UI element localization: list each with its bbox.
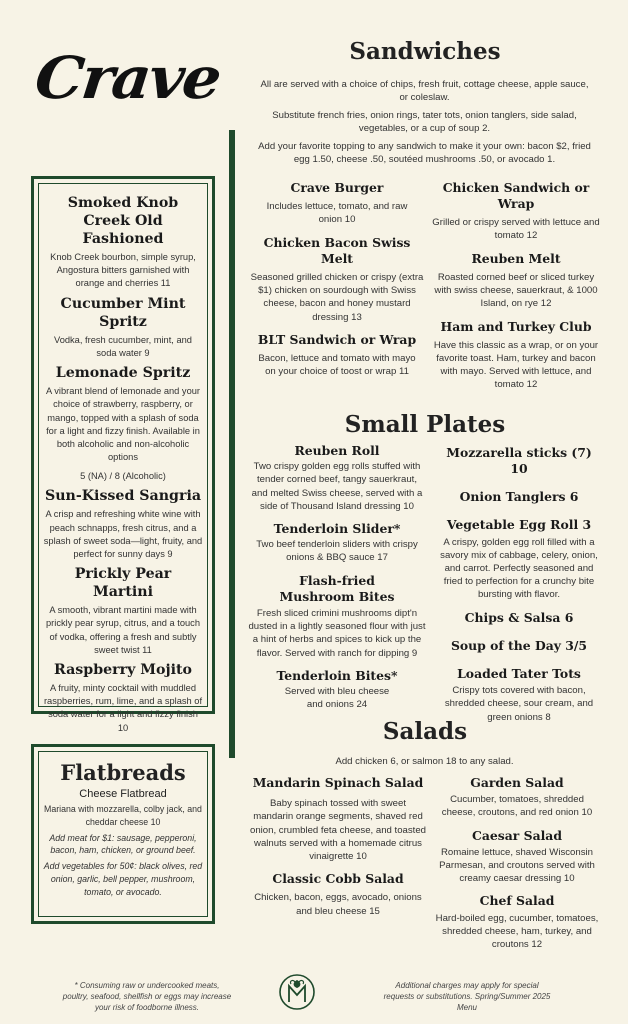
item-desc: Bacon, lettuce and tomato with mayo on your choice of toost or wrap 11 — [258, 352, 416, 378]
menu-item — [436, 517, 602, 601]
menu-item — [436, 610, 602, 626]
item-name: Tenderloin Slider* — [273, 521, 401, 537]
salads-right-col — [432, 775, 602, 959]
item-desc: Crispy tots covered with bacon, shredded cheese, sour cream, and green onions 8 — [444, 685, 594, 723]
drink-desc: A vibrant blend of lemonade and your choice of strawberry, raspberry, or mango, topped with a splash of soda for a light and fizzy finish. Available in both alcoholic and non-alcoholic options — [45, 386, 201, 463]
small-plates-heading: Small Plates — [344, 411, 506, 438]
drink-desc: A crisp and refreshing white wine with peach schnapps, fresh citrus, and a splash of sweet soda—light, fruity, and perfect for sunny days 9 — [43, 509, 203, 560]
item-desc: Romaine lettuce, shaved Wisconsin Parmesan, and croutons served with creamy caesar dressing 10 — [439, 846, 595, 885]
item-name: Chicken Bacon Swiss Melt — [263, 234, 411, 266]
menu-item — [436, 638, 602, 654]
menu-item — [248, 443, 426, 513]
drink-desc: A smooth, vibrant martini made with prickly pear syrup, citrus, and a touch of vodka, offering a fresh and subtly sweet twist 11 — [46, 605, 200, 655]
drink-item — [43, 194, 203, 291]
item-desc: Hard-boiled egg, cucumber, tomatoes, shredded cheese, ham, turkey, and croutons 12 — [435, 912, 599, 951]
item-desc: Chicken, bacon, eggs, avocado, onions and bleu cheese 15 — [254, 892, 422, 917]
drink-name: Sun-Kissed Sangria — [44, 488, 202, 505]
sandwiches-intro-1: All are served with a choice of chips, fresh fruit, cottage cheese, apple sauce, or coleslaw. — [260, 79, 589, 104]
salads-left-col — [250, 775, 426, 926]
item-desc: Includes lettuce, tomato, and raw onion 10 — [266, 201, 408, 226]
item-desc: Two crispy golden egg rolls stuffed with tender corned beef, tangy sauerkraut, and melted Swiss cheese, served with a side of Thousand Island dressing 10 — [251, 461, 423, 512]
menu-item — [248, 573, 426, 660]
item-name: Flash-fried Mushroom Bites — [279, 572, 395, 604]
item-name: Caesar Salad — [472, 827, 562, 843]
item-name: Chips & Salsa 6 — [464, 609, 574, 625]
item-name: Crave Burger — [290, 180, 384, 195]
menu-item — [250, 180, 424, 227]
sandwiches-right-col — [430, 180, 602, 400]
item-desc: Seasoned grilled chicken or crispy (extra $1) chicken on sourdough with Swiss cheese, bacon and honey mustard dressing 13 — [250, 271, 424, 323]
drink-name: Cucumber Mint Spritz — [60, 295, 186, 330]
item-name: Loaded Tater Tots — [457, 665, 581, 681]
divider-bar — [229, 130, 235, 758]
sandwiches-intro-3: Add your favorite topping to any sandwich to make it your own: bacon $2, fried egg 1.50, cheese .50, soutéed mushrooms .50, or avocado 1. — [258, 140, 591, 166]
item-name: Reuben Roll — [294, 443, 380, 458]
item-name: Reuben Melt — [471, 250, 561, 266]
menu-item — [432, 775, 602, 820]
item-name: Chef Salad — [479, 893, 555, 909]
item-desc: Grilled or crispy served with lettuce and tomato 12 — [432, 217, 600, 242]
sandwiches-left-col — [250, 180, 424, 386]
drink-item — [43, 364, 203, 483]
footer-note: Additional charges may apply for special requests or substitutions. Spring/Summer 2025 Menu — [383, 981, 551, 1012]
flatbread-name: Cheese Flatbread — [79, 788, 167, 800]
menu-item — [248, 668, 426, 712]
drink-desc: Knob Creek bourbon, simple syrup, Angostura bitters garnished with orange and cherries 11 — [50, 252, 196, 289]
flatbread-veg-note: Add vegetables for 50¢: black olives, red onion, garlic, bell pepper, mushroom, tomato, or avocado. — [43, 861, 203, 897]
menu-item — [250, 235, 424, 324]
small-plates-left-col — [248, 443, 426, 719]
logo — [31, 44, 224, 124]
menu-item — [436, 666, 602, 724]
item-name: Mozzarella sticks (7) 10 — [446, 445, 592, 477]
menu-item — [250, 775, 426, 863]
item-name: Mandarin Spinach Salad — [252, 775, 424, 790]
item-name: Vegetable Egg Roll 3 — [446, 517, 592, 533]
item-desc: Baby spinach tossed with sweet mandarin orange segments, shaved red onion, crumbled feta cheese, and toasted walnuts served with a homemade citrus vinaigrette 10 — [250, 798, 427, 863]
menu-item — [250, 332, 424, 379]
item-name: Ham and Turkey Club — [440, 318, 592, 334]
drink-item — [43, 487, 203, 561]
drink-name: Smoked Knob Creek Old Fashioned — [67, 195, 179, 248]
menu-item — [250, 871, 426, 918]
salads-heading: Salads — [382, 718, 468, 745]
salads-intro: Add chicken 6, or salmon 18 to any salad. — [335, 756, 514, 767]
drink-price: 5 (NA) / 8 (Alcoholic) — [80, 471, 166, 482]
item-desc: Roasted corned beef or sliced turkey with swiss cheese, sauerkraut, & 1000 Island, on rye 12 — [434, 271, 598, 310]
item-desc: Served with bleu cheese and onions 24 — [284, 685, 390, 711]
item-name: Soup of the Day 3/5 — [450, 637, 588, 653]
item-desc: Cucumber, tomatoes, shredded cheese, croutons, and red onion 10 — [441, 794, 593, 819]
flatbread-desc: Mariana with mozzarella, colby jack, and cheddar cheese 10 — [44, 804, 202, 827]
flatbreads-heading: Flatbreads — [60, 760, 186, 785]
sandwiches-heading: Sandwiches — [349, 38, 501, 65]
drink-item — [43, 661, 203, 735]
menu-item — [430, 180, 602, 243]
logo-text: Crave — [31, 44, 224, 112]
item-name: Onion Tanglers 6 — [459, 489, 579, 505]
drink-desc: A fruity, minty cocktail with muddled raspberries, rum, lime, and a splash of soda water for a light and fizzy finish 10 — [43, 683, 203, 733]
flatbread-meat-note: Add meat for $1: sausage, pepperoni, bacon, ham, chicken, or ground beef. — [49, 832, 197, 856]
drink-name: Lemonade Spritz — [55, 365, 191, 382]
drinks-box — [31, 176, 215, 733]
drink-item — [43, 295, 203, 360]
menu-item — [432, 828, 602, 886]
emblem-icon — [278, 972, 316, 1012]
drink-name: Prickly Pear Martini — [74, 566, 172, 601]
item-name: Classic Cobb Salad — [272, 871, 404, 887]
menu-item — [436, 445, 602, 477]
drink-desc: Vodka, fresh cucumber, mint, and soda water 9 — [54, 334, 192, 358]
small-plates-right-col — [436, 445, 602, 732]
item-name: Garden Salad — [470, 775, 564, 790]
footer-disclaimer: * Consuming raw or undercooked meats, poultry, seafood, shellfish or eggs may increase your risk of foodborne illness. — [62, 981, 232, 1012]
item-desc: Have this classic as a wrap, or on your favorite toast. Ham, turkey and bacon with mayo. Served with lettuce, and tomato 12 — [433, 339, 599, 391]
sandwiches-intro-2: Substitute french fries, onion rings, tater tots, onion tanglers, side salad, vegetables, or a cup of soup 2. — [272, 109, 577, 135]
menu-item — [432, 893, 602, 951]
drink-name: Raspberry Mojito — [53, 662, 192, 679]
menu-item — [430, 319, 602, 392]
item-name: Chicken Sandwich or Wrap — [442, 180, 590, 212]
item-desc: Fresh sliced crimini mushrooms dipt'n dusted in a lightly seasoned flour with just a hint of herbs and spices to kick up the flavor. Served with ranch for dipping 9 — [248, 607, 426, 659]
sandwiches-intro — [252, 78, 597, 167]
item-desc: Two beef tenderloin sliders with crispy onions & BBQ sauce 17 — [256, 539, 418, 564]
menu-item — [436, 489, 602, 505]
flatbreads-box — [31, 744, 215, 924]
drink-item — [43, 565, 203, 657]
item-name: Tenderloin Bites* — [276, 667, 398, 683]
menu-item — [248, 521, 426, 565]
item-desc: A crispy, golden egg roll filled with a savory mix of cabbage, celery, onion, and carrot. Perfectly seasoned and fried to perfection for a crunchy bite bursting with flavor. — [440, 536, 598, 601]
menu-item — [430, 251, 602, 311]
item-name: BLT Sandwich or Wrap — [257, 331, 417, 347]
